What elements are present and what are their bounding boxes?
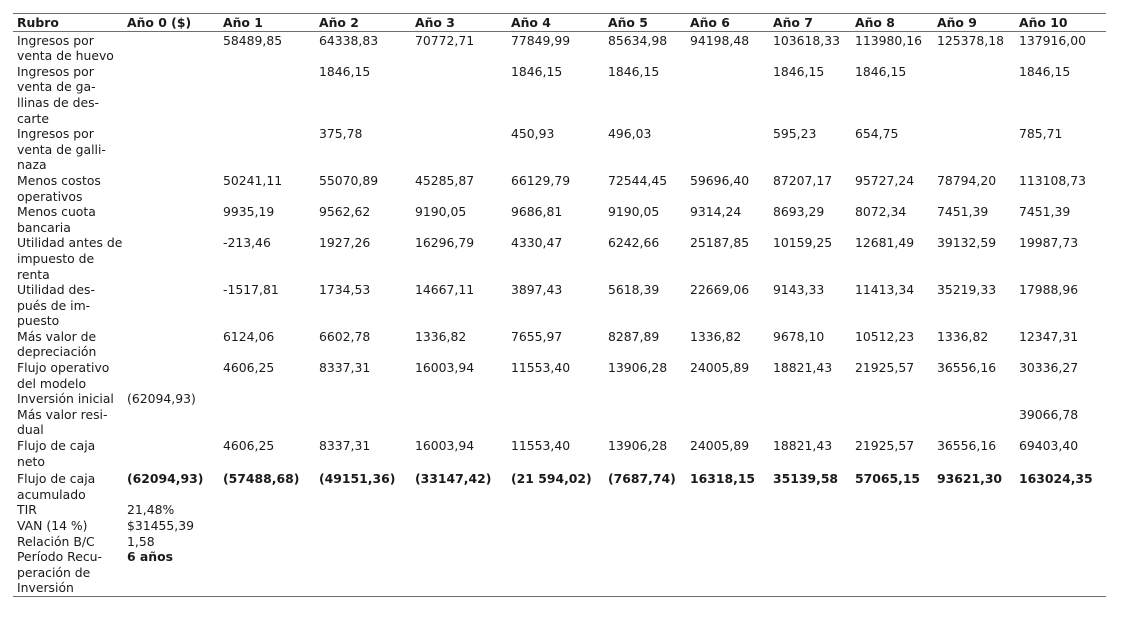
table-cell: 9562,62 [319, 204, 371, 220]
table-cell: 3897,43 [511, 282, 563, 298]
table-cell [933, 391, 1015, 407]
table-cell: (21 594,02) [511, 471, 592, 487]
column-header: Año 6 [686, 14, 769, 32]
table-cell: 9314,24 [690, 204, 742, 220]
table-cell: 125378,18 [937, 32, 1005, 48]
table-cell [686, 407, 769, 438]
table-cell: 55070,89 [319, 172, 379, 188]
table-cell [123, 407, 219, 438]
empty-cell [411, 549, 507, 596]
empty-cell [1015, 518, 1106, 534]
table-cell [219, 391, 315, 407]
table-cell: 113980,16 [855, 32, 923, 48]
table-cell: 1846,15 [511, 63, 563, 79]
column-header: Año 0 ($) [123, 14, 219, 32]
table-cell: 6602,78 [319, 328, 371, 344]
table-cell: 95727,24 [855, 172, 915, 188]
table-row [13, 126, 1106, 173]
table-cell: 35139,58 [773, 471, 839, 487]
table-cell [123, 126, 219, 173]
table-cell [123, 173, 219, 204]
table-cell: 1927,26 [319, 235, 371, 251]
table-cell: 93621,30 [937, 471, 1003, 487]
table-cell: 36556,16 [937, 438, 997, 454]
table-cell [123, 204, 219, 235]
table-cell: 4330,47 [511, 235, 563, 251]
header-row [13, 14, 1106, 32]
table-cell: 8287,89 [608, 328, 660, 344]
empty-cell [933, 534, 1015, 550]
column-header: Rubro [13, 14, 123, 32]
summary-label: VAN (14 %) [17, 518, 88, 533]
table-cell: (7687,74) [608, 471, 676, 487]
table-cell: 11553,40 [511, 438, 571, 454]
table-cell [686, 126, 769, 173]
empty-cell [769, 534, 851, 550]
table-cell: 9678,10 [773, 328, 825, 344]
table-cell: 1846,15 [608, 63, 660, 79]
table-row [13, 469, 1106, 502]
table-row [13, 391, 1106, 407]
empty-cell [604, 534, 686, 550]
table-cell: 103618,33 [773, 32, 841, 48]
table-cell: 7655,97 [511, 328, 563, 344]
table-cell: 18821,43 [773, 438, 833, 454]
empty-cell [219, 549, 315, 596]
empty-cell [604, 549, 686, 596]
summary-value: $31455,39 [127, 518, 195, 533]
table-cell: 36556,16 [937, 360, 997, 376]
summary-label: TIR [17, 502, 37, 518]
table-cell: -1517,81 [223, 282, 279, 298]
table-cell: 9190,05 [608, 204, 660, 220]
table-cell: 39066,78 [1019, 406, 1079, 422]
table-cell: 785,71 [1019, 126, 1063, 142]
table-cell [411, 391, 507, 407]
empty-cell [315, 502, 411, 518]
row-label: Flujo de caja acumulado [17, 471, 96, 502]
table-row [13, 204, 1106, 235]
table-cell: 4606,25 [223, 438, 275, 454]
table-cell: (62094,93) [127, 471, 204, 487]
empty-cell [933, 518, 1015, 534]
table-row [13, 31, 1106, 64]
empty-cell [769, 502, 851, 518]
empty-cell [411, 502, 507, 518]
empty-cell [219, 518, 315, 534]
table-cell [315, 391, 411, 407]
empty-cell [315, 549, 411, 596]
table-cell: 1336,82 [415, 328, 467, 344]
table-cell: 17988,96 [1019, 282, 1079, 298]
table-cell: 9143,33 [773, 282, 825, 298]
table-cell: 70772,71 [415, 32, 475, 48]
empty-cell [604, 518, 686, 534]
empty-cell [411, 534, 507, 550]
table-row [13, 64, 1106, 126]
table-cell [604, 391, 686, 407]
column-header: Año 8 [851, 14, 933, 32]
table-cell: 375,78 [319, 126, 363, 142]
table-cell [933, 407, 1015, 438]
table-row [13, 235, 1106, 282]
row-label: Ingresos por venta de ga-llinas de des-carte [17, 63, 100, 126]
table-cell: 50241,11 [223, 172, 283, 188]
column-header: Año 7 [769, 14, 851, 32]
summary-value: 1,58 [127, 533, 155, 549]
table-cell: 595,23 [773, 126, 817, 142]
table-cell: 1336,82 [690, 328, 742, 344]
table-cell: 1846,15 [1019, 63, 1071, 79]
table-cell: 14667,11 [415, 282, 475, 298]
table-cell [123, 360, 219, 391]
table-cell: 10512,23 [855, 328, 915, 344]
row-label: Flujo operativo del modelo [17, 360, 110, 391]
table-cell: 69403,40 [1019, 438, 1079, 454]
table-cell [123, 282, 219, 329]
table-cell: 21925,57 [855, 438, 915, 454]
empty-cell [686, 502, 769, 518]
table-cell: 16318,15 [690, 471, 756, 487]
empty-cell [315, 534, 411, 550]
table-cell: (33147,42) [415, 471, 492, 487]
row-label: Ingresos por venta de huevo [17, 32, 114, 64]
table-cell: 654,75 [855, 126, 899, 142]
table-cell: 8693,29 [773, 204, 825, 220]
table-cell [686, 64, 769, 126]
table-cell: 77849,99 [511, 32, 571, 48]
table-cell: 1336,82 [937, 328, 989, 344]
table-cell [604, 407, 686, 438]
table-cell [219, 126, 315, 173]
table-cell [123, 235, 219, 282]
financial-table-container [13, 13, 1106, 597]
table-cell [507, 407, 604, 438]
table-cell: 9935,19 [223, 204, 275, 220]
empty-cell [686, 518, 769, 534]
table-cell: 8337,31 [319, 360, 371, 376]
empty-cell [851, 502, 933, 518]
table-cell: 13906,28 [608, 438, 668, 454]
table-cell: 1846,15 [319, 63, 371, 79]
table-cell: 1846,15 [773, 63, 825, 79]
column-header: Año 4 [507, 14, 604, 32]
row-label: Menos cuota bancaria [17, 204, 96, 235]
table-cell [123, 31, 219, 64]
empty-cell [851, 534, 933, 550]
summary-row [13, 502, 1106, 518]
table-cell: 4606,25 [223, 360, 275, 376]
summary-row [13, 518, 1106, 534]
table-cell: 137916,00 [1019, 32, 1087, 48]
table-cell [123, 64, 219, 126]
table-cell [933, 64, 1015, 126]
table-cell: 6124,06 [223, 328, 275, 344]
empty-cell [507, 549, 604, 596]
empty-cell [507, 502, 604, 518]
empty-cell [851, 518, 933, 534]
empty-cell [769, 518, 851, 534]
table-cell: (57488,68) [223, 471, 300, 487]
column-header: Año 2 [315, 14, 411, 32]
empty-cell [219, 534, 315, 550]
row-label: Utilidad des-pués de im-puesto [17, 282, 95, 329]
column-header: Año 5 [604, 14, 686, 32]
table-cell: 7451,39 [1019, 204, 1071, 220]
summary-row [13, 534, 1106, 550]
table-cell [769, 407, 851, 438]
table-cell: 12681,49 [855, 235, 915, 251]
table-cell: 58489,85 [223, 32, 283, 48]
row-label: Menos costos operativos [17, 172, 101, 204]
summary-value: 6 años [127, 549, 174, 565]
table-cell [315, 407, 411, 438]
table-cell [851, 407, 933, 438]
table-cell: 78794,20 [937, 172, 997, 188]
table-cell [411, 64, 507, 126]
table-cell: 57065,15 [855, 471, 921, 487]
table-cell: 16003,94 [415, 438, 475, 454]
empty-cell [769, 549, 851, 596]
table-cell: 16296,79 [415, 235, 475, 251]
table-row [13, 329, 1106, 360]
table-cell: 30336,27 [1019, 360, 1079, 376]
table-cell [769, 391, 851, 407]
row-label: Utilidad antes de impuesto de renta [17, 235, 123, 282]
table-cell: 11553,40 [511, 360, 571, 376]
table-cell [123, 329, 219, 360]
table-cell: 19987,73 [1019, 235, 1079, 251]
table-cell: 72544,45 [608, 172, 668, 188]
table-cell: 59696,40 [690, 172, 750, 188]
empty-cell [933, 502, 1015, 518]
table-row [13, 407, 1106, 438]
empty-cell [1015, 502, 1106, 518]
table-cell: 24005,89 [690, 438, 750, 454]
row-label: Inversión inicial [17, 391, 114, 407]
empty-cell [604, 502, 686, 518]
table-cell [851, 391, 933, 407]
table-cell: 450,93 [511, 126, 555, 142]
table-cell: 11413,34 [855, 282, 915, 298]
table-cell: 6242,66 [608, 235, 660, 251]
table-cell: 45285,87 [415, 172, 475, 188]
table-cell [219, 64, 315, 126]
table-cell: 496,03 [608, 126, 652, 142]
table-cell [933, 126, 1015, 173]
empty-cell [686, 549, 769, 596]
empty-cell [933, 549, 1015, 596]
cash-flow-table [13, 13, 1106, 597]
table-cell [219, 407, 315, 438]
empty-cell [1015, 549, 1106, 596]
table-cell: 39132,59 [937, 235, 997, 251]
table-cell: 13906,28 [608, 360, 668, 376]
table-body [13, 31, 1106, 596]
table-cell: 12347,31 [1019, 328, 1079, 344]
table-cell [507, 391, 604, 407]
table-cell: 22669,06 [690, 282, 750, 298]
table-cell: 7451,39 [937, 204, 989, 220]
table-row [13, 173, 1106, 204]
table-cell: 9686,81 [511, 204, 563, 220]
table-cell: (49151,36) [319, 471, 396, 487]
table-cell: 8337,31 [319, 438, 371, 454]
table-cell: 24005,89 [690, 360, 750, 376]
empty-cell [507, 534, 604, 550]
table-cell: 25187,85 [690, 235, 750, 251]
table-row [13, 438, 1106, 469]
table-row [13, 360, 1106, 391]
empty-cell [219, 502, 315, 518]
table-cell: 66129,79 [511, 172, 571, 188]
column-header: Año 1 [219, 14, 315, 32]
table-cell: 10159,25 [773, 235, 833, 251]
table-cell: 21925,57 [855, 360, 915, 376]
empty-cell [315, 518, 411, 534]
empty-cell [507, 518, 604, 534]
summary-label: Período Recu-peración de Inversión [17, 549, 102, 596]
empty-cell [1015, 534, 1106, 550]
row-label: Más valor resi-dual [17, 406, 108, 438]
table-cell: 1734,53 [319, 282, 371, 298]
table-cell: 87207,17 [773, 172, 833, 188]
row-label: Más valor de depreciación [17, 328, 97, 360]
empty-cell [411, 518, 507, 534]
table-cell: 163024,35 [1019, 471, 1093, 487]
table-cell: 5618,39 [608, 282, 660, 298]
table-cell: 94198,48 [690, 32, 750, 48]
summary-label: Relación B/C [17, 533, 95, 549]
empty-cell [851, 549, 933, 596]
table-cell: 16003,94 [415, 360, 475, 376]
table-cell: -213,46 [223, 235, 271, 251]
row-label: Ingresos por venta de galli-naza [17, 126, 106, 173]
table-cell [411, 126, 507, 173]
summary-value: 21,48% [127, 502, 175, 518]
row-label: Flujo de caja neto [17, 438, 96, 469]
empty-cell [686, 534, 769, 550]
summary-row [13, 549, 1106, 596]
table-cell: 9190,05 [415, 204, 467, 220]
column-header: Año 10 [1015, 14, 1106, 32]
table-cell: 35219,33 [937, 282, 997, 298]
table-cell: (62094,93) [127, 391, 196, 407]
column-header: Año 3 [411, 14, 507, 32]
table-cell: 18821,43 [773, 360, 833, 376]
table-cell [686, 391, 769, 407]
column-header: Año 9 [933, 14, 1015, 32]
table-row [13, 282, 1106, 329]
table-cell: 8072,34 [855, 204, 907, 220]
table-cell: 85634,98 [608, 32, 668, 48]
table-cell [1015, 391, 1106, 407]
table-cell [411, 407, 507, 438]
table-cell: 113108,73 [1019, 172, 1087, 188]
table-cell: 64338,83 [319, 32, 379, 48]
table-cell [123, 438, 219, 469]
table-cell: 1846,15 [855, 63, 907, 79]
